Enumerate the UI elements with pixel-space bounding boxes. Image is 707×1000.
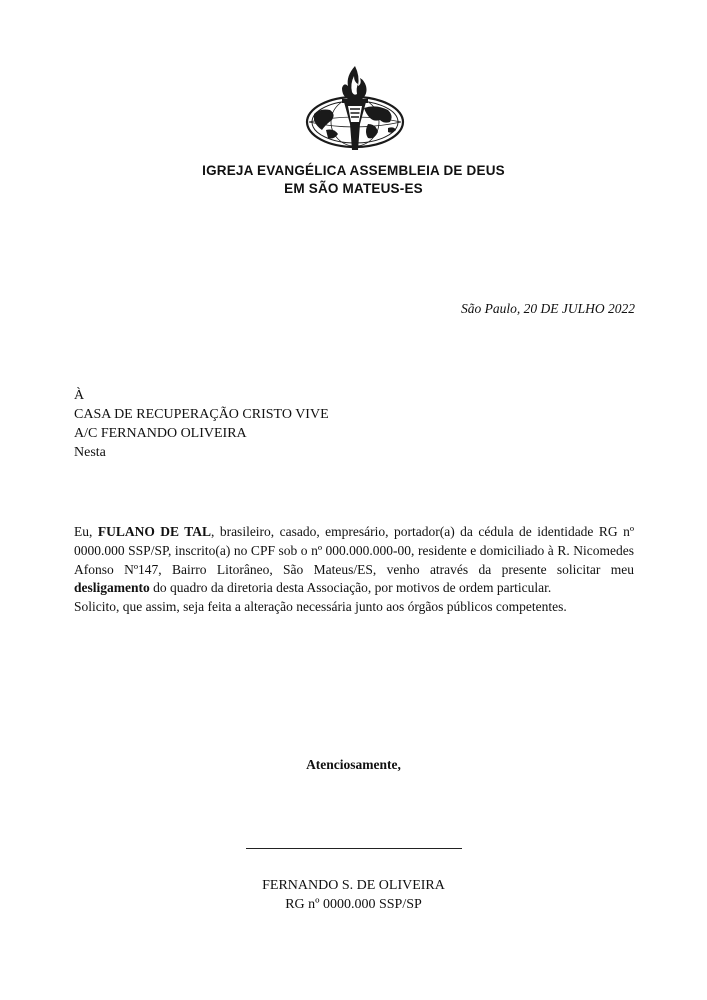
requester-name: FULANO DE TAL — [97, 524, 211, 539]
letter-date: São Paulo, 20 DE JULHO 2022 — [461, 301, 635, 316]
body-reason: do quadro da diretoria desta Associação, por motivos de ordem particular. — [149, 580, 552, 596]
recipient-block — [74, 386, 329, 462]
body-details: , brasileiro, casado, empresário, portador(a) da cédula de identidade RG nº 0000.000 SSP/SP, inscrito(a) no CPF sob o nº 000.000.000-00, residente e domiciliado à R. Nicomedes Afonso Nº147, Bairro Litorâneo, São Mateus/ES, venho através da presente solicitar meu — [74, 524, 635, 577]
request-keyword: desligamento — [74, 580, 150, 596]
recipient-attention: A/C FERNANDO OLIVEIRA — [74, 426, 247, 441]
signer-id: RG nº 0000.000 SSP/SP — [285, 897, 422, 912]
body-paragraph-solicitation: Solicito, que assim, seja feita a alteração necessária junto aos órgãos públicos competentes. — [74, 599, 567, 615]
recipient-location: Nesta — [74, 445, 106, 460]
signer-name: FERNANDO S. DE OLIVEIRA — [262, 878, 445, 893]
signer-block — [0, 876, 707, 914]
body-intro: Eu, — [74, 524, 98, 539]
globe-torch-logo-icon — [304, 64, 406, 162]
organization-location: EM SÃO MATEUS-ES — [284, 181, 423, 196]
body-paragraph-request — [74, 523, 634, 598]
signature-line — [246, 848, 462, 849]
letter-body — [74, 523, 634, 617]
organization-name: IGREJA EVANGÉLICA ASSEMBLEIA DE DEUS — [202, 163, 505, 178]
recipient-institution: CASA DE RECUPERAÇÃO CRISTO VIVE — [74, 407, 329, 422]
recipient-salutation: À — [74, 388, 85, 403]
closing-salutation: Atenciosamente, — [306, 757, 401, 772]
